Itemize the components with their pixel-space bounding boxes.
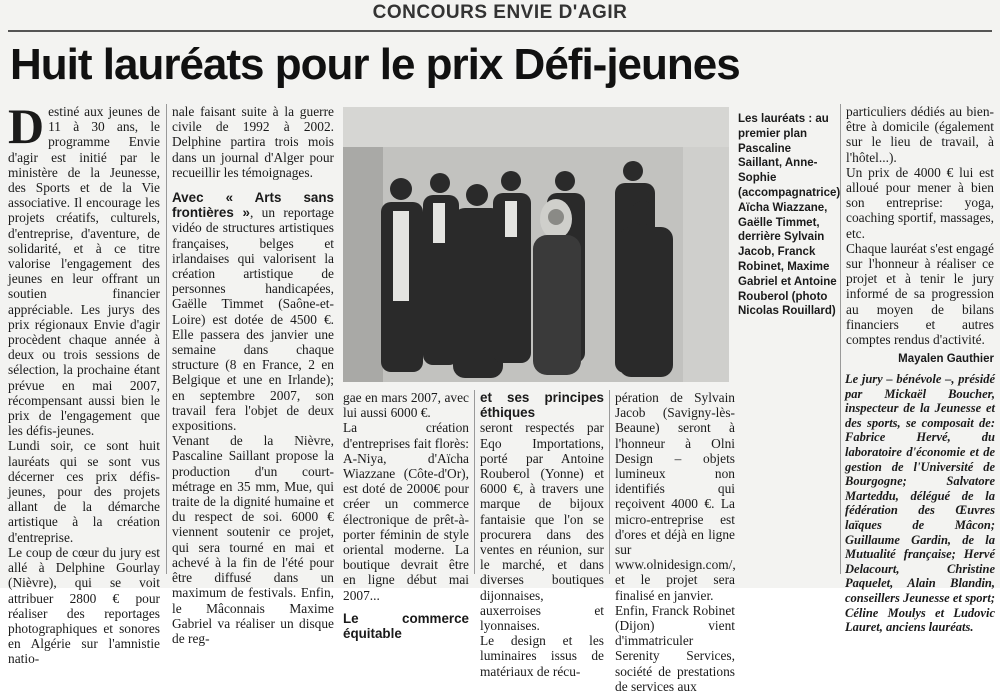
- column-divider: [166, 104, 167, 574]
- subheading: Le commerce équitable: [343, 610, 469, 642]
- paragraph: Le design et les luminaires issus de matériaux de récu-: [480, 633, 604, 679]
- section-kicker: CONCOURS ENVIE D'AGIR: [372, 2, 628, 23]
- group-photo-illustration: [343, 107, 729, 382]
- column-divider: [840, 104, 841, 574]
- paragraph: particuliers dédiés au bien-être à domicile (également sur le lieu de travail, à l'hôtel...).: [846, 104, 994, 165]
- author-byline: Mayalen Gauthier: [898, 353, 994, 365]
- photo-caption: Les lauréats : au premier plan Pascaline Saillant, Anne-Sophie (accompagnatrice) Aïcha Wiazzane, Gaëlle Timmet, derrière Sylvain Jacob, Franck Robinet, Maxime Gabriel et Antoine Rouberol (photo Nicolas Rouillard): [738, 113, 841, 318]
- paragraph: La création d'entreprises fait florès: A-Niya, d'Aïcha Wiazzane (Côte-d'Or), est doté de 2000€ pour créer un commerce électronique de prêt-à-porter féminin de style oriental moderne. La boutique devrait être en ligne début mai 2007...: [343, 420, 469, 603]
- paragraph: , un reportage vidéo de structures artistiques françaises, belges et irlandaises qui valorisent la création artistique de personnes handicapées, Gaëlle Timmet (Saône-et-Loire) est dotée de 4500 €. Elle passera des janvier une semaine dans chaque structure (8 en France, 2 en Belgique et une en Irlande); en septembre 2007, son travail fera l'objet de deux expositions.: [172, 205, 334, 434]
- top-rule: [8, 30, 992, 32]
- drop-cap: D: [8, 98, 45, 154]
- paragraph: pération de Sylvain Jacob (Savigny-lès-Beaune) seront à l'honneur à Olni Design – objets lumineux non identifiés qui reçoivent 4000 €. La micro-entreprise est d'ores et déjà en ligne sur www.olnidesign.com/, et le projet sera finalisé en janvier.: [615, 390, 736, 603]
- paragraph: estiné aux jeunes de 11 à 30 ans, le programme Envie d'agir est initié par le ministère de la Jeunesse, des Sports et de la Vie associative. Il encourage les projets créatifs, culturels, d'entreprise, d'aventure, de solidarité, et à ce titre valorise l'engagement des jeunes en leur offrant un soutien financier appréciable. Les jurys des prix régionaux Envie d'agir procèdent chaque année à deux ou trois sessions de sélection, la prochaine étant prévue en mai 2007, récompensant aussi bien le prix de l'engagement que les défis-jeunes.: [8, 104, 160, 439]
- subheading: et ses principes éthiques: [480, 390, 604, 421]
- paragraph: Chaque lauréat s'est engagé sur l'honneur à réaliser ce projet et à tenir le jury informé de sa progression au moyen de bilans financiers et autres comptes rendus d'activité.: [846, 240, 994, 348]
- paragraph: Un prix de 4000 € lui est alloué pour mener à bien son entreprise: yoga, coaching sportif, massages, etc.: [846, 164, 994, 241]
- subheading: Avec « Arts sans frontières »: [172, 190, 334, 221]
- paragraph: seront respectés par Eqo Importations, porté par Antoine Rouberol (Yonne) et 6000 €, à travers une marque de bijoux fantaisie que l'on se procurera dans des ventes en réunion, sur le marché, et dans diverses boutiques dijonnaises, auxerroises et lyonnaises.: [480, 420, 604, 634]
- paragraph: gae en mars 2007, avec lui aussi 6000 €.: [343, 390, 469, 421]
- headline: Huit lauréats pour le prix Défi-jeunes: [10, 40, 740, 89]
- paragraph: Lundi soir, ce sont huit lauréats qui se sont vus décerner ces prix défis-jeunes, pour des projets allant de la démarche artistique à la création d'entreprise.: [8, 438, 160, 545]
- article-column-1: [8, 98, 160, 667]
- article-column-5: [615, 390, 735, 694]
- article-column-4: [480, 390, 604, 679]
- jury-box: Le jury – bénévole –, présidé par Mickaël Boucher, inspecteur de la Jeunesse et des sports, se composait de: Fabrice Hervé, du laboratoire d'économie et de gestion de l'Université de Bourgogne; Salvatore Marteddu, délégué de la fédération des Œuvres laïques de Mâcon; Guillaume Gardin, de la Mutualité française; Hervé Delacourt, Christine Paquelet, Alain Blandin, conseillers Jeunesse et sport; Céline Moulys et Ludovic Lauret, anciens lauréats.: [845, 372, 995, 635]
- column-divider: [609, 390, 610, 574]
- article-column-6: [846, 104, 994, 347]
- paragraph: Enfin, Franck Robinet (Dijon) vient d'immatriculer Serenity Services, société de prestations de services aux: [615, 602, 735, 694]
- column-divider: [474, 390, 475, 574]
- article-column-3: [343, 390, 469, 641]
- paragraph: Le coup de cœur du jury est allé à Delphine Gourlay (Nièvre), qui se voit attribuer 2800 € pour réaliser des reportages photographiques et sonores en Algérie sur l'amnistie natio-: [8, 544, 160, 667]
- article-column-2: [172, 104, 334, 646]
- paragraph: nale faisant suite à la guerre civile de 1992 à 2002. Delphine partira trois mois dans un journal d'Alger pour recueillir les témoignages.: [172, 104, 334, 180]
- paragraph: Venant de la Nièvre, Pascaline Saillant propose la production d'un court-métrage en 35 mm, Mue, qui traite de la dignité humaine et du respect de soi. 6000 € viennent soutenir ce projet, qui sera tourné en mai et achevé à la fin de l'été pour être diffusé dans un maximum de festivals. Enfin, le Mâconnais Maxime Gabriel va réaliser un disque de reg-: [172, 433, 334, 646]
- laureates-photo: [343, 107, 729, 382]
